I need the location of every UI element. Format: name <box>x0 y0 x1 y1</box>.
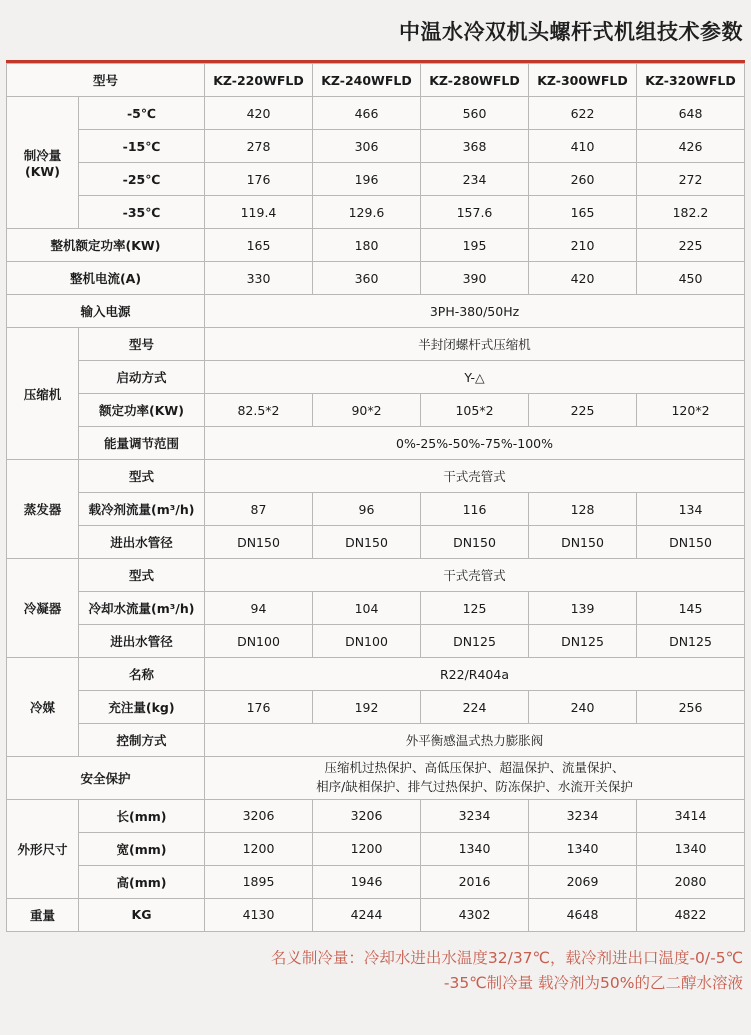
row-label-power-supply: 输入电源 <box>6 295 204 328</box>
cell-value: 272 <box>637 163 745 196</box>
row-label: 控制方式 <box>78 724 204 757</box>
cell-value: 4130 <box>205 898 313 931</box>
cell-value: 82.5*2 <box>205 394 313 427</box>
group-label-dimensions: 外形尺寸 <box>6 799 78 898</box>
cell-value: 1340 <box>421 832 529 865</box>
table-row <box>6 559 744 592</box>
cell-value-merged: 半封闭螺杆式压缩机 <box>205 328 745 361</box>
row-label: 进出水管径 <box>78 526 204 559</box>
cell-value-merged: 0%-25%-50%-75%-100% <box>205 427 745 460</box>
table-row <box>6 295 744 328</box>
cell-value: 306 <box>313 130 421 163</box>
row-label: 进出水管径 <box>78 625 204 658</box>
cell-value: 128 <box>529 493 637 526</box>
cell-value-merged: R22/R404a <box>205 658 745 691</box>
cell-value: 1946 <box>313 865 421 898</box>
cell-value: 278 <box>205 130 313 163</box>
row-label: -35℃ <box>78 196 204 229</box>
cell-value: 450 <box>637 262 745 295</box>
footer-note <box>0 932 751 997</box>
cell-value: 104 <box>313 592 421 625</box>
cell-value: 145 <box>637 592 745 625</box>
table-row <box>6 262 744 295</box>
row-label-safety: 安全保护 <box>6 757 204 800</box>
cell-value: DN125 <box>421 625 529 658</box>
cell-value: 96 <box>313 493 421 526</box>
group-label-refrigerant: 冷媒 <box>6 658 78 757</box>
row-label: 充注量(kg) <box>78 691 204 724</box>
group-label-weight: 重量 <box>6 898 78 931</box>
cell-value: 2069 <box>529 865 637 898</box>
table-row <box>6 691 744 724</box>
row-label: 启动方式 <box>78 361 204 394</box>
page-title: 中温水冷双机头螺杆式机组技术参数 <box>399 20 743 44</box>
cell-value: 1340 <box>637 832 745 865</box>
group-label-compressor: 压缩机 <box>6 328 78 460</box>
cell-value: 90*2 <box>313 394 421 427</box>
cell-value: DN150 <box>313 526 421 559</box>
table-row <box>6 328 744 361</box>
table-row <box>6 163 744 196</box>
row-label: 长(mm) <box>78 799 204 832</box>
column-header-model-3: KZ-280WFLD <box>421 64 529 97</box>
cell-value: 1200 <box>313 832 421 865</box>
table-row <box>6 460 744 493</box>
row-label: 高(mm) <box>78 865 204 898</box>
cell-value: 1200 <box>205 832 313 865</box>
column-header-model: 型号 <box>6 64 204 97</box>
cell-value: 176 <box>205 691 313 724</box>
cell-value: 1895 <box>205 865 313 898</box>
cell-value: 224 <box>421 691 529 724</box>
cell-value: 622 <box>529 97 637 130</box>
table-row <box>6 526 744 559</box>
cell-value: 105*2 <box>421 394 529 427</box>
cell-value-power-supply: 3PH-380/50Hz <box>205 295 745 328</box>
cell-value-merged: 外平衡感温式热力膨胀阀 <box>205 724 745 757</box>
cell-value: 182.2 <box>637 196 745 229</box>
cell-value: 134 <box>637 493 745 526</box>
cell-value: 116 <box>421 493 529 526</box>
table-row <box>6 757 744 800</box>
row-label-rated-current: 整机电流(A) <box>6 262 204 295</box>
cell-value: 3234 <box>421 799 529 832</box>
row-label: -5℃ <box>78 97 204 130</box>
cell-value: 180 <box>313 229 421 262</box>
cell-value: 139 <box>529 592 637 625</box>
table-row <box>6 427 744 460</box>
table-row <box>6 865 744 898</box>
footer-line-2: -35℃制冷量 载冷剂为50%的乙二醇水溶液 <box>443 974 743 993</box>
cell-value: 466 <box>313 97 421 130</box>
cell-value: DN100 <box>205 625 313 658</box>
column-header-model-4: KZ-300WFLD <box>529 64 637 97</box>
group-label-evaporator: 蒸发器 <box>6 460 78 559</box>
cell-value: DN100 <box>313 625 421 658</box>
cell-value: DN125 <box>637 625 745 658</box>
cell-value: 192 <box>313 691 421 724</box>
cell-value: 648 <box>637 97 745 130</box>
row-label-weight-unit: KG <box>78 898 204 931</box>
cell-value: 2080 <box>637 865 745 898</box>
column-header-model-1: KZ-220WFLD <box>205 64 313 97</box>
group-label-condenser: 冷凝器 <box>6 559 78 658</box>
table-row <box>6 724 744 757</box>
cell-value-merged: Y-△ <box>205 361 745 394</box>
cell-value: 165 <box>205 229 313 262</box>
cell-value-merged: 干式壳管式 <box>205 559 745 592</box>
cell-value: 195 <box>421 229 529 262</box>
cell-value: 125 <box>421 592 529 625</box>
cell-value: DN125 <box>529 625 637 658</box>
table-row <box>6 493 744 526</box>
row-label: 型式 <box>78 559 204 592</box>
table-row <box>6 658 744 691</box>
cell-value: DN150 <box>637 526 745 559</box>
cell-value: 360 <box>313 262 421 295</box>
cell-value: 426 <box>637 130 745 163</box>
spec-table <box>6 63 745 932</box>
cell-value-merged: 干式壳管式 <box>205 460 745 493</box>
table-row <box>6 361 744 394</box>
table-row <box>6 832 744 865</box>
table-row <box>6 229 744 262</box>
cell-value: 256 <box>637 691 745 724</box>
table-row <box>6 625 744 658</box>
cell-value-safety <box>205 757 745 800</box>
table-row <box>6 130 744 163</box>
safety-line-1: 压缩机过热保护、高低压保护、超温保护、流量保护、 <box>324 760 625 775</box>
cell-value: 225 <box>637 229 745 262</box>
column-header-model-2: KZ-240WFLD <box>313 64 421 97</box>
group-label-cooling-capacity: 制冷量(KW) <box>6 97 78 229</box>
cell-value: 210 <box>529 229 637 262</box>
cell-value: 368 <box>421 130 529 163</box>
cell-value: 196 <box>313 163 421 196</box>
table-row <box>6 394 744 427</box>
cell-value: 157.6 <box>421 196 529 229</box>
cell-value: 176 <box>205 163 313 196</box>
column-header-model-5: KZ-320WFLD <box>637 64 745 97</box>
cell-value: 390 <box>421 262 529 295</box>
cell-value: DN150 <box>421 526 529 559</box>
cell-value: 3414 <box>637 799 745 832</box>
row-label: 能量调节范围 <box>78 427 204 460</box>
row-label: 宽(mm) <box>78 832 204 865</box>
cell-value: 3234 <box>529 799 637 832</box>
row-label: 型式 <box>78 460 204 493</box>
table-row <box>6 196 744 229</box>
cell-value: 4302 <box>421 898 529 931</box>
cell-value: 560 <box>421 97 529 130</box>
footer-line-1: 名义制冷量：冷却水进出水温度32/37℃，载冷剂进出口温度-0/-5℃ <box>270 948 743 967</box>
cell-value: 129.6 <box>313 196 421 229</box>
row-label: 额定功率(KW) <box>78 394 204 427</box>
cell-value: 1340 <box>529 832 637 865</box>
cell-value: 3206 <box>313 799 421 832</box>
table-row <box>6 97 744 130</box>
cell-value: 165 <box>529 196 637 229</box>
cell-value: 87 <box>205 493 313 526</box>
cell-value: DN150 <box>529 526 637 559</box>
row-label: 冷却水流量(m³/h) <box>78 592 204 625</box>
cell-value: 94 <box>205 592 313 625</box>
cell-value: 4822 <box>637 898 745 931</box>
table-row <box>6 898 744 931</box>
row-label-rated-power: 整机额定功率(KW) <box>6 229 204 262</box>
cell-value: 225 <box>529 394 637 427</box>
row-label: 型号 <box>78 328 204 361</box>
row-label: 名称 <box>78 658 204 691</box>
cell-value: 4244 <box>313 898 421 931</box>
row-label: -25℃ <box>78 163 204 196</box>
cell-value: 420 <box>529 262 637 295</box>
cell-value: 3206 <box>205 799 313 832</box>
cell-value: 420 <box>205 97 313 130</box>
cell-value: 119.4 <box>205 196 313 229</box>
cell-value: 120*2 <box>637 394 745 427</box>
table-row <box>6 799 744 832</box>
table-header-row <box>6 64 744 97</box>
cell-value: 260 <box>529 163 637 196</box>
cell-value: 4648 <box>529 898 637 931</box>
row-label: -15℃ <box>78 130 204 163</box>
cell-value: DN150 <box>205 526 313 559</box>
safety-line-2: 相序/缺相保护、排气过热保护、防冻保护、水流开关保护 <box>316 778 633 794</box>
cell-value: 240 <box>529 691 637 724</box>
cell-value: 234 <box>421 163 529 196</box>
cell-value: 330 <box>205 262 313 295</box>
cell-value: 410 <box>529 130 637 163</box>
row-label: 载冷剂流量(m³/h) <box>78 493 204 526</box>
cell-value: 2016 <box>421 865 529 898</box>
table-row <box>6 592 744 625</box>
